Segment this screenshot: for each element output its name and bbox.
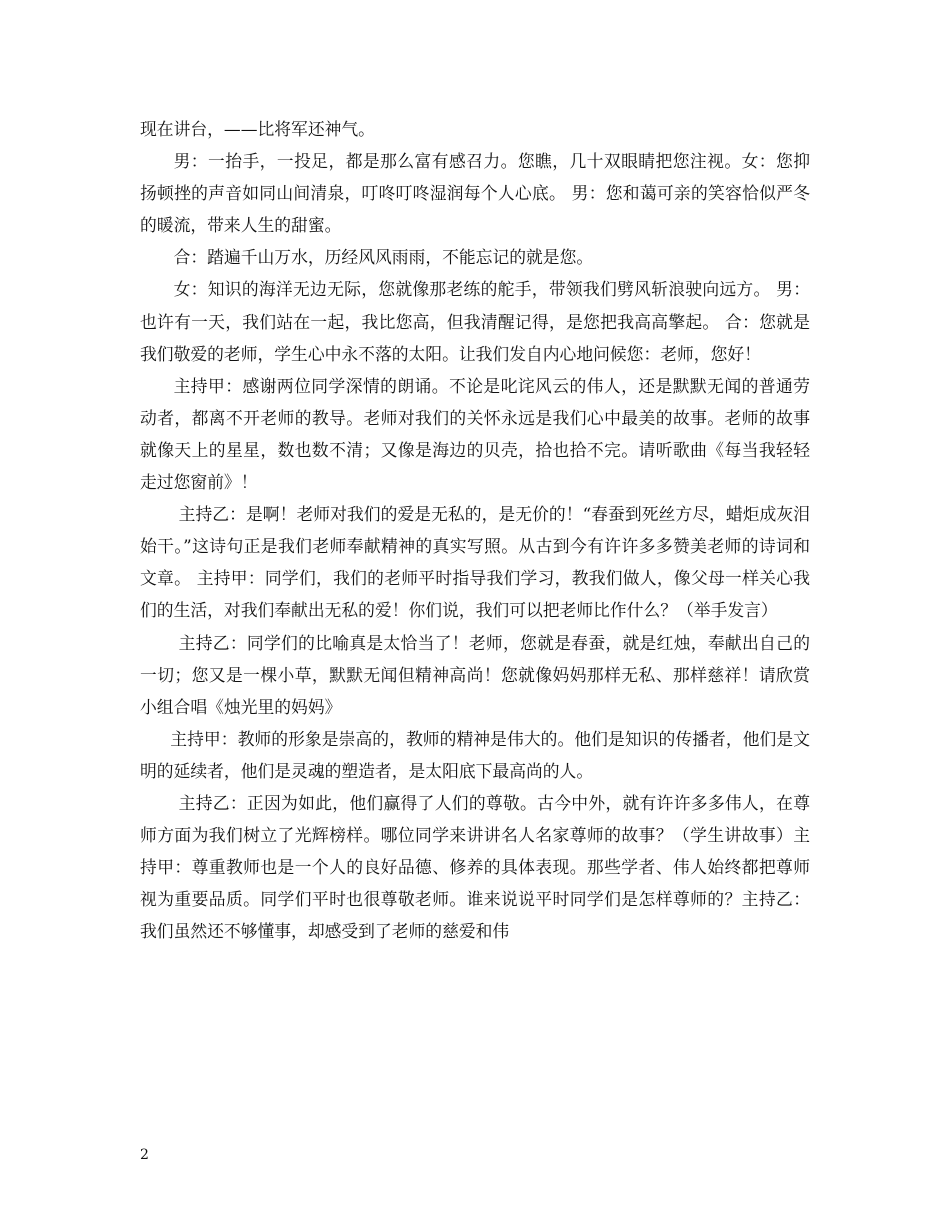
paragraph-5: 主持甲：感谢两位同学深情的朗诵。不论是叱诧风云的伟人，还是默默无闻的普通劳动者，都离不开老师的教导。老师对我们的关怀永远是我们心中最美的故事。老师的故事就像天上的星星，数也数不清；又像是海边的贝壳，拾也拾不完。请听歌曲《每当我轻轻走过您窗前》！	[140, 375, 810, 493]
paragraph-4: 女：知识的海洋无边无际，您就像那老练的舵手，带领我们劈风斩浪驶向远方。 男：也许有一天，我们站在一起，我比您高，但我清醒记得，是您把我高高擎起。 合：您就是我们敬爱的老师，学生心中永不落的太阳。让我们发自内心地问候您：老师，您好！	[140, 279, 810, 364]
paragraph-2: 男：一抬手，一投足，都是那么富有感召力。您瞧，几十双眼睛把您注视。女：您抑扬顿挫的声音如同山间清泉，叮咚叮咚湿润每个人心底。 男：您和蔼可亲的笑容恰似严冬的暖流，带来人生的甜蜜。	[140, 151, 810, 236]
paragraph-8: 主持甲：教师的形象是崇高的，教师的精神是伟大的。他们是知识的传播者，他们是文明的延续者，他们是灵魂的塑造者，是太阳底下最高尚的人。	[140, 728, 810, 781]
paragraph-7: 主持乙：同学们的比喻真是太恰当了！老师，您就是春蚕，就是红烛，奉献出自己的一切；您又是一棵小草，默默无闻但精神高尚！您就像妈妈那样无私、那样慈祥！请欣赏小组合唱《烛光里的妈妈》	[140, 632, 810, 717]
paragraph-6: 主持乙：是啊！老师对我们的爱是无私的，是无价的！“春蚕到死丝方尽，蜡炬成灰泪始干。”这诗句正是我们老师奉献精神的真实写照。从古到今有许许多多赞美老师的诗词和文章。 主持甲：同学们，我们的老师平时指导我们学习，教我们做人，像父母一样关心我们的生活，对我们奉献出无私的爱！你们说，我们可以把老师比作什么？（举手发言）	[140, 504, 810, 621]
paragraph-1: 现在讲台，——比将军还神气。	[140, 119, 375, 139]
paragraph-9: 主持乙：正因为如此，他们赢得了人们的尊敬。古今中外，就有许许多多伟人，在尊师方面为我们树立了光辉榜样。哪位同学来讲讲名人名家尊师的故事？（学生讲故事）主持甲：尊重教师也是一个人的良好品德、修养的具体表现。那些学者、伟人始终都把尊师视为重要品质。同学们平时也很尊敬老师。谁来说说平时同学们是怎样尊师的？主持乙：我们虽然还不够懂事，却感受到了老师的慈爱和伟	[140, 792, 810, 942]
document-body	[140, 113, 810, 947]
page-number: 2	[140, 1147, 149, 1163]
paragraph-3: 合：踏遍千山万水，历经风风雨雨，不能忘记的就是您。	[173, 247, 594, 268]
